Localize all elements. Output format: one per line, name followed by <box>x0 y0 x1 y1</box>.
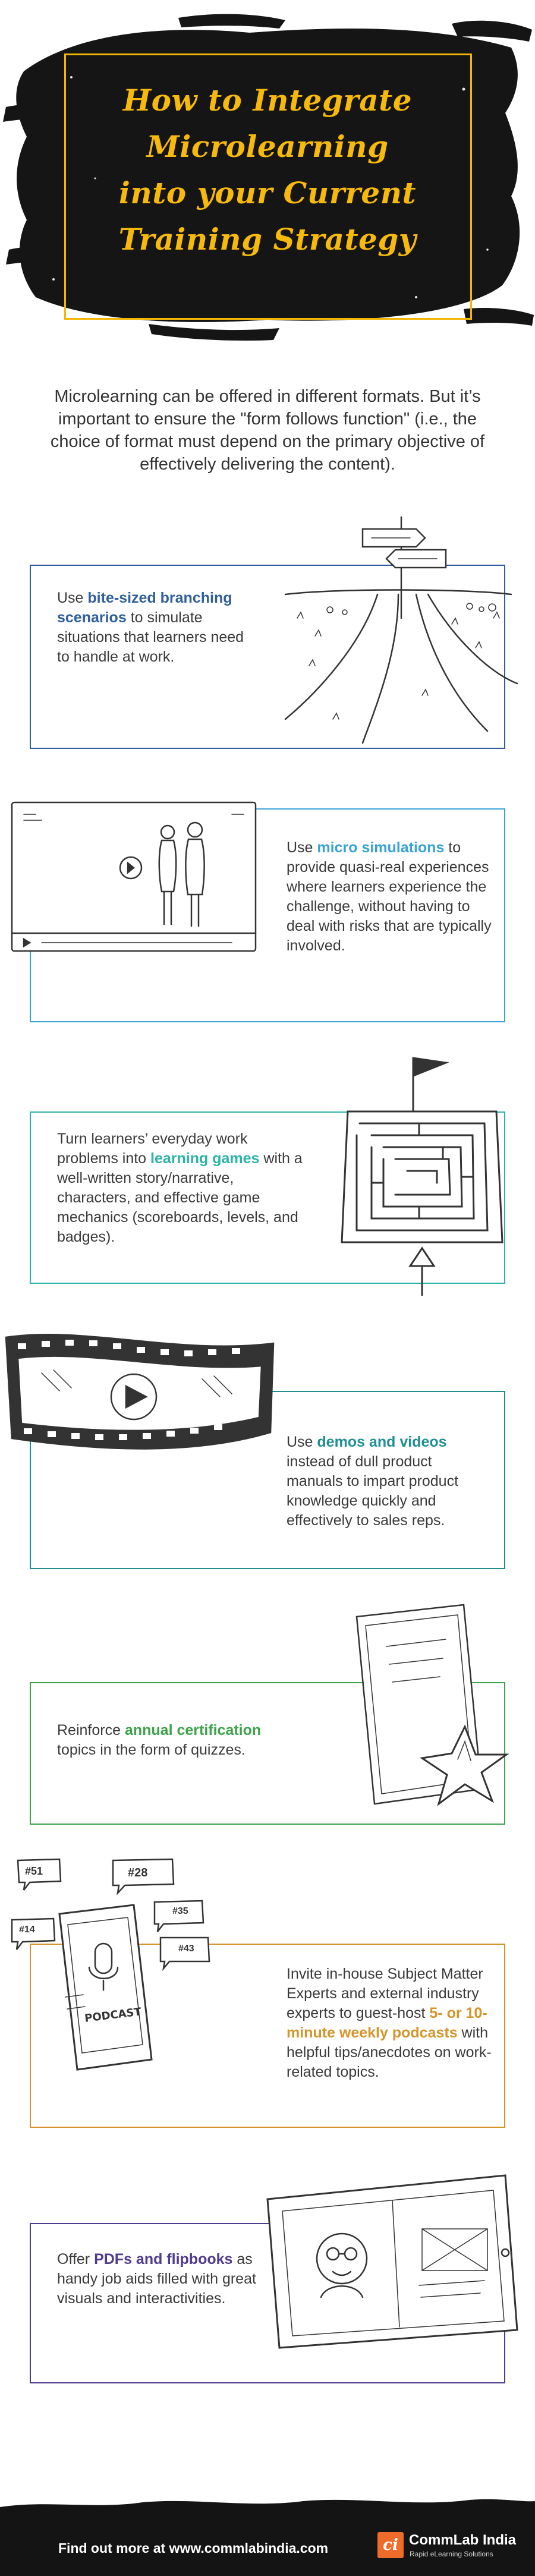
section-micro-simulations <box>0 785 535 1046</box>
video-player-people-icon <box>6 791 262 969</box>
section-branching-scenarios <box>0 505 535 767</box>
section-demos-videos <box>0 1314 535 1587</box>
section-highlight: learning games <box>150 1150 260 1167</box>
bubble-label: #28 <box>128 1866 148 1879</box>
podcast-phone-icon <box>6 1848 256 2098</box>
crossroads-signpost-icon <box>273 505 523 755</box>
title-line-4: Training Strategy <box>118 222 417 257</box>
section-pdfs-flipbooks <box>0 2146 535 2455</box>
header-banner <box>0 0 535 345</box>
section-podcasts <box>0 1848 535 2146</box>
tablet-flipbook-icon <box>256 2164 523 2360</box>
bubble-label: #35 <box>172 1906 188 1916</box>
page-title <box>65 77 470 263</box>
logo-tagline: Rapid eLearning Solutions <box>410 2550 493 2558</box>
bubble-label: #14 <box>19 1925 35 1935</box>
intro-paragraph: Microlearning can be offered in different formats. But it’s important to ensure the "form follows function" (i.e., the choice of format must depend on the primary objective of effectively delivering the content). <box>50 387 485 474</box>
section-text: Invite in-house Subject Matter Experts and external industry experts to guest-host 5- or 10-minute weekly podcasts with helpful tips/anecdotes on work-related topics. <box>287 1966 492 2080</box>
section-text: Turn learners’ everyday work problems into learning games with a well-written story/narrative, characters, and effective game mechanics (scoreboards, levels, and badges). <box>57 1130 303 1245</box>
title-line-2: Microlearning <box>146 129 389 164</box>
section-highlight: 5- or 10-minute weekly podcasts <box>287 2005 487 2041</box>
footer-banner <box>0 2496 535 2576</box>
section-text: Use micro simulations to provide quasi-real experiences where learners experience the challenge, without having to deal with risks that are typically involved. <box>287 839 492 954</box>
section-highlight: demos and videos <box>317 1434 447 1450</box>
section-highlight: annual certification <box>124 1722 262 1739</box>
logo-name: CommLab India <box>409 2532 517 2548</box>
section-text: Use demos and videos instead of dull product manuals to impart product knowledge quickly and effectively to sales reps. <box>287 1434 459 1529</box>
section-text: Offer PDFs and flipbooks as handy job aids filled with great visuals and interactivities. <box>57 2251 256 2307</box>
title-line-3: into your Current <box>118 175 417 210</box>
section-highlight: micro simulations <box>317 839 445 856</box>
footer-link-text[interactable]: Find out more at www.commlabindia.com <box>58 2540 329 2556</box>
section-highlight: PDFs and flipbooks <box>94 2251 233 2268</box>
bubble-label: #51 <box>25 1865 43 1877</box>
section-text: Reinforce annual certification topics in the form of quizzes. <box>57 1722 262 1758</box>
section-text: Use bite-sized branching scenarios to simulate situations that learners need to handle at work. <box>57 590 244 665</box>
section-highlight: bite-sized branching scenarios <box>57 590 232 626</box>
maze-flag-icon <box>324 1046 520 1296</box>
section-annual-certification <box>0 1587 535 1848</box>
podcast-label: PODCAST <box>84 2005 142 2025</box>
certificate-star-icon <box>333 1599 523 1848</box>
title-line-1: How to Integrate <box>122 83 413 118</box>
film-strip-play-icon <box>0 1314 279 1516</box>
commlab-logo-icon: ci <box>377 2532 404 2558</box>
bubble-label: #43 <box>178 1944 194 1954</box>
section-learning-games <box>0 1046 535 1314</box>
